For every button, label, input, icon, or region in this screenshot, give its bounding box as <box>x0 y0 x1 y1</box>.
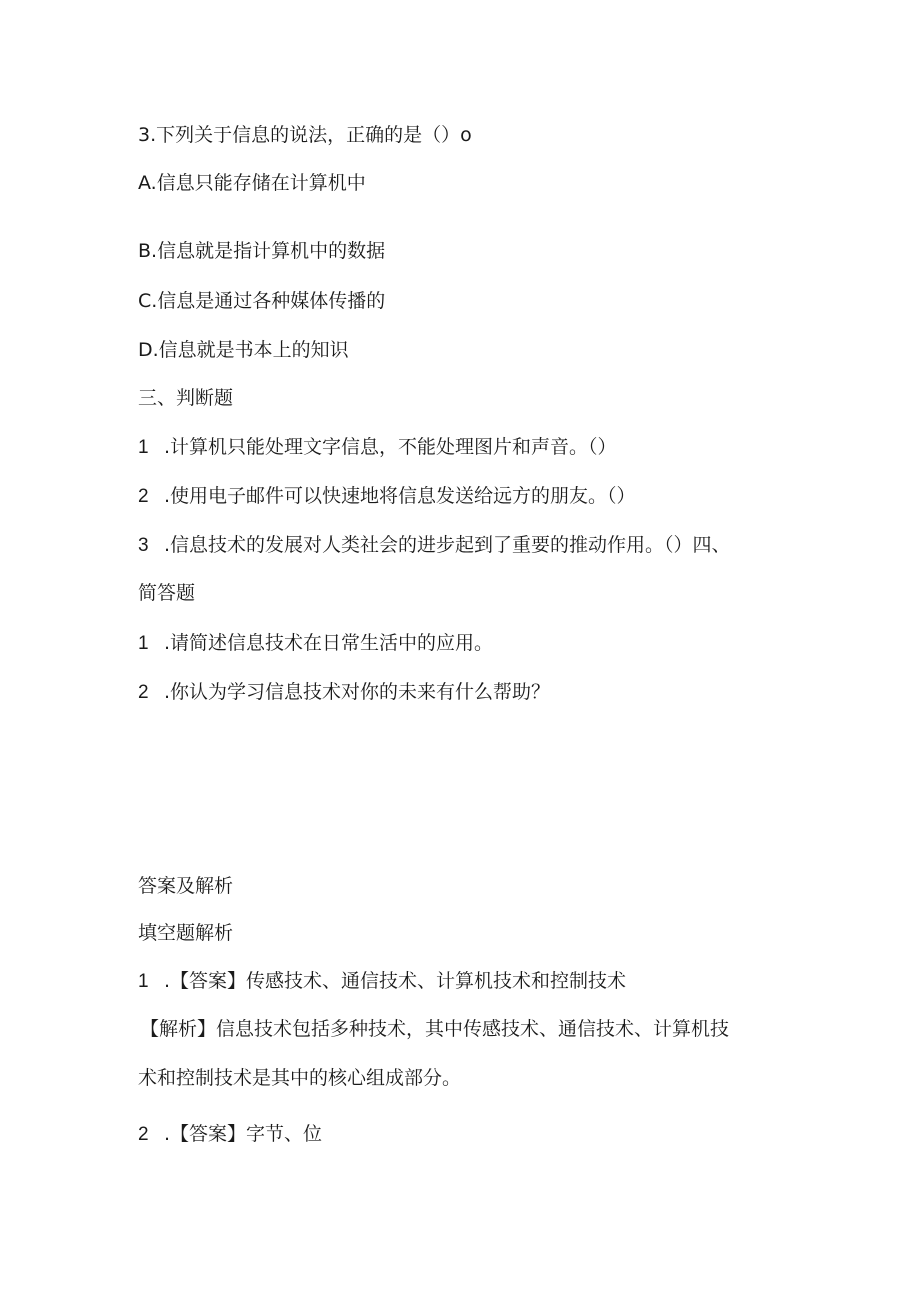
item-text: .使用电子邮件可以快速地将信息发送给远方的朋友。（） <box>164 485 636 507</box>
answer-1-explanation-line-1: 【解析】信息技术包括多种技术，其中传感技术、通信技术、计算机技 <box>140 1018 730 1040</box>
item-number: 1 <box>138 971 149 992</box>
question-3-stem: 3.下列关于信息的说法，正确的是（）o <box>138 124 472 146</box>
true-false-item-3 <box>138 532 731 559</box>
answer-1-explanation-line-2: 术和控制技术是其中的核心组成部分。 <box>138 1067 462 1089</box>
section-short-answer-title: 简答题 <box>138 582 196 604</box>
answers-title: 答案及解析 <box>138 875 234 897</box>
item-number: 2 <box>138 486 149 507</box>
option-c: C.信息是通过各种媒体传播的 <box>138 290 386 312</box>
item-text: .请简述信息技术在日常生活中的应用。 <box>164 632 494 654</box>
short-answer-item-2 <box>138 679 550 706</box>
item-text: .计算机只能处理文字信息，不能处理图片和声音。（） <box>164 436 617 458</box>
option-a: A.信息只能存储在计算机中 <box>138 172 366 194</box>
item-text: .你认为学习信息技术对你的未来有什么帮助？ <box>164 681 551 703</box>
item-number: 2 <box>138 1124 149 1145</box>
true-false-item-1 <box>138 434 617 461</box>
true-false-item-2 <box>138 483 636 510</box>
item-number: 1 <box>138 633 149 654</box>
short-answer-item-1 <box>138 630 493 657</box>
option-b: B.信息就是指计算机中的数据 <box>138 240 386 262</box>
answers-subtitle: 填空题解析 <box>138 922 234 944</box>
item-text: .信息技术的发展对人类社会的进步起到了重要的推动作用。（）四、 <box>164 534 731 556</box>
answer-text: .【答案】传感技术、通信技术、计算机技术和控制技术 <box>164 970 627 992</box>
answer-2 <box>138 1121 322 1148</box>
answer-1 <box>138 968 626 995</box>
answer-text: .【答案】字节、位 <box>164 1123 323 1145</box>
item-number: 3 <box>138 535 149 556</box>
item-number: 1 <box>138 437 149 458</box>
option-d: D.信息就是书本上的知识 <box>138 339 349 361</box>
section-true-false-title: 三、判断题 <box>138 387 234 409</box>
item-number: 2 <box>138 682 149 703</box>
